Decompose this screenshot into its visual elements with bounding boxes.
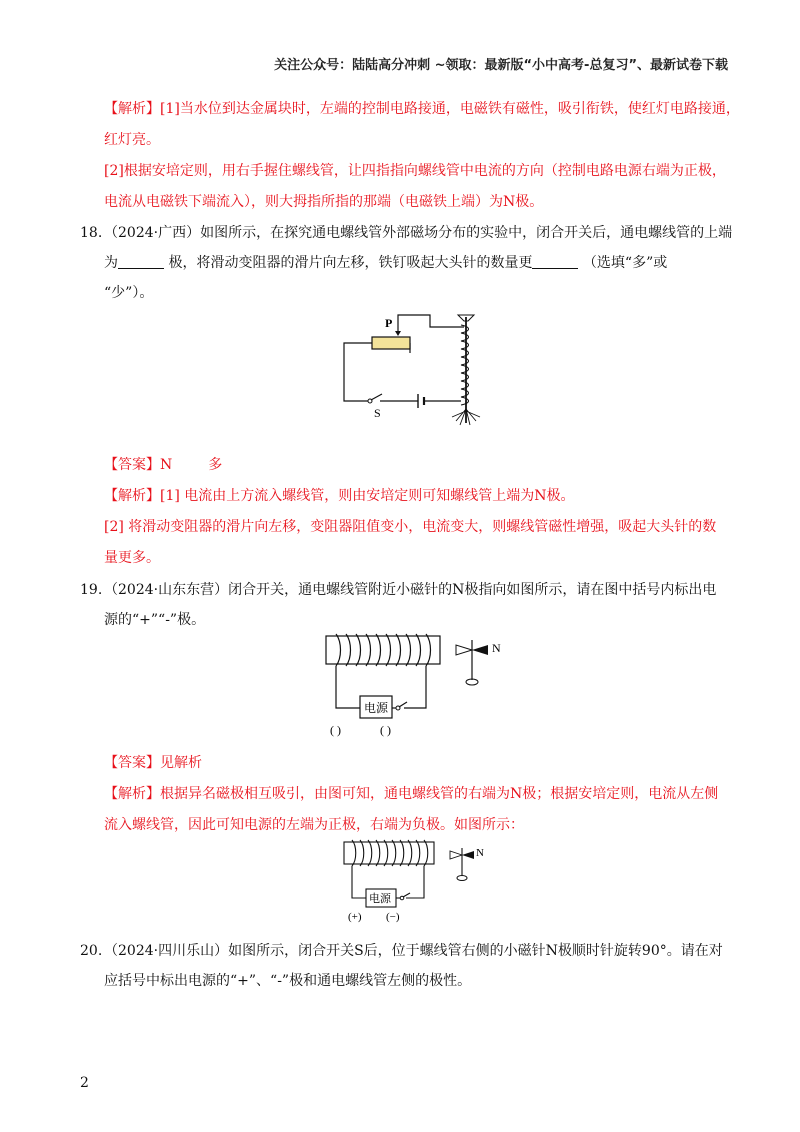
solenoid-core [326, 636, 440, 664]
page-header: 关注公众号：陆陆高分冲刺 ~领取：最新版“小中高考-总复习”、最新试卷下载 [274, 58, 728, 73]
q18-answer [104, 450, 744, 574]
wire [398, 315, 464, 331]
analysis-text: 电流从电磁铁下端流入），则大拇指所指的那端（电磁铁上端）为N极。 [104, 194, 544, 210]
analysis-text: 红灯亮。 [104, 132, 160, 148]
coil-windings [336, 634, 431, 666]
q19-solution-figure [338, 838, 498, 926]
power-label: 电源 [369, 892, 391, 905]
analysis-text: 根据异名磁极相互吸引，由图可知，通电螺线管的右端为N极；根据安培定则，电流从左侧 [160, 786, 719, 802]
question-text: 为 [104, 255, 118, 271]
analysis-label: 【解析】 [104, 786, 160, 802]
label-s: S [374, 406, 381, 420]
wire [404, 666, 426, 708]
switch-lever [403, 893, 410, 897]
page-number: 2 [80, 1075, 89, 1091]
minus-marker: (−) [386, 911, 400, 923]
solenoid-core [344, 842, 434, 864]
label-n: N [476, 847, 484, 859]
analysis-text: 量更多。 [104, 550, 160, 566]
label-n: N [492, 641, 501, 655]
compass-needle-north [472, 645, 488, 655]
q19-circuit-figure [322, 632, 512, 742]
answer-blank[interactable] [532, 254, 578, 269]
answer-label: 【答案】 [104, 755, 160, 771]
analysis-label: 【解析】 [104, 101, 160, 117]
question-text: （选填“多”或 [582, 255, 668, 271]
wire [344, 343, 372, 401]
label-p: P [385, 316, 393, 330]
wire [352, 866, 366, 898]
question-text: 应括号中标出电源的“+”、“-”极和通电螺线管左侧的极性。 [104, 973, 472, 989]
answer-text: N [160, 457, 173, 473]
question-19 [80, 575, 745, 635]
analysis-text: [2]根据安培定则，用右手握住螺线管，让四指指向螺线管中电流的方向（控制电路电源右端为正极， [104, 163, 726, 179]
analysis-text: [1] 电流由上方流入螺线管，则由安培定则可知螺线管上端为N极。 [160, 488, 575, 504]
analysis-label: 【解析】 [104, 488, 160, 504]
answer-label: 【答案】 [104, 457, 160, 473]
switch-lever [399, 702, 407, 707]
compass-needle-south [450, 851, 462, 859]
switch-lever [371, 394, 382, 400]
plus-marker: (+) [348, 911, 362, 923]
question-text: （2024·山东东营）闭合开关，通电螺线管附近小磁针的N极指向如图所示，请在图中括号内标出电 [104, 582, 717, 598]
bracket-right[interactable]: ( ) [380, 723, 391, 737]
question-text: （2024·广西）如图所示，在探究通电螺线管外部磁场分布的实验中，闭合开关后，通电螺线管的上端 [104, 225, 733, 241]
question-number: 19. [80, 582, 103, 598]
question-number: 20. [80, 943, 103, 959]
q18-circuit-figure [330, 305, 500, 430]
bracket-left[interactable]: ( ) [330, 723, 341, 737]
compass-base [457, 876, 467, 881]
question-text: 极，将滑动变阻器的滑片向左移，铁钉吸起大头针的数量更 [168, 255, 533, 271]
question-text: （2024·四川乐山）如图所示，闭合开关S后，位于螺线管右侧的小磁针N极顺时针旋转90°。请在对 [104, 943, 723, 959]
question-20 [80, 936, 745, 996]
question-text: “少”）。 [104, 285, 154, 301]
question-18 [80, 218, 745, 308]
analysis-text: [2] 将滑动变阻器的滑片向左移，变阻器阻值变小，电流变大，则螺线管磁性增强，吸起大头针的数 [104, 519, 717, 535]
analysis-text: 流入螺线管，因此可知电源的左端为正极，右端为负极。如图所示： [104, 817, 524, 833]
answer-text: 多 [208, 457, 223, 473]
q17-analysis [104, 94, 744, 218]
compass-needle-north [462, 851, 474, 859]
question-text: 源的“+”“-”极。 [104, 612, 206, 628]
answer-blank[interactable] [118, 254, 164, 269]
analysis-text: [1]当水位到达金属块时，左端的控制电路接通，电磁铁有磁性，吸引衔铁，使红灯电路接通， [160, 101, 740, 117]
question-number: 18. [80, 225, 103, 241]
compass-needle-south [456, 645, 472, 655]
slider-pointer [395, 331, 401, 336]
coil-windings [352, 840, 428, 866]
rheostat [372, 337, 410, 349]
q19-answer [104, 748, 744, 841]
coil [461, 325, 469, 405]
answer-text: 见解析 [160, 755, 202, 771]
wire [336, 666, 360, 708]
power-label: 电源 [364, 701, 389, 715]
